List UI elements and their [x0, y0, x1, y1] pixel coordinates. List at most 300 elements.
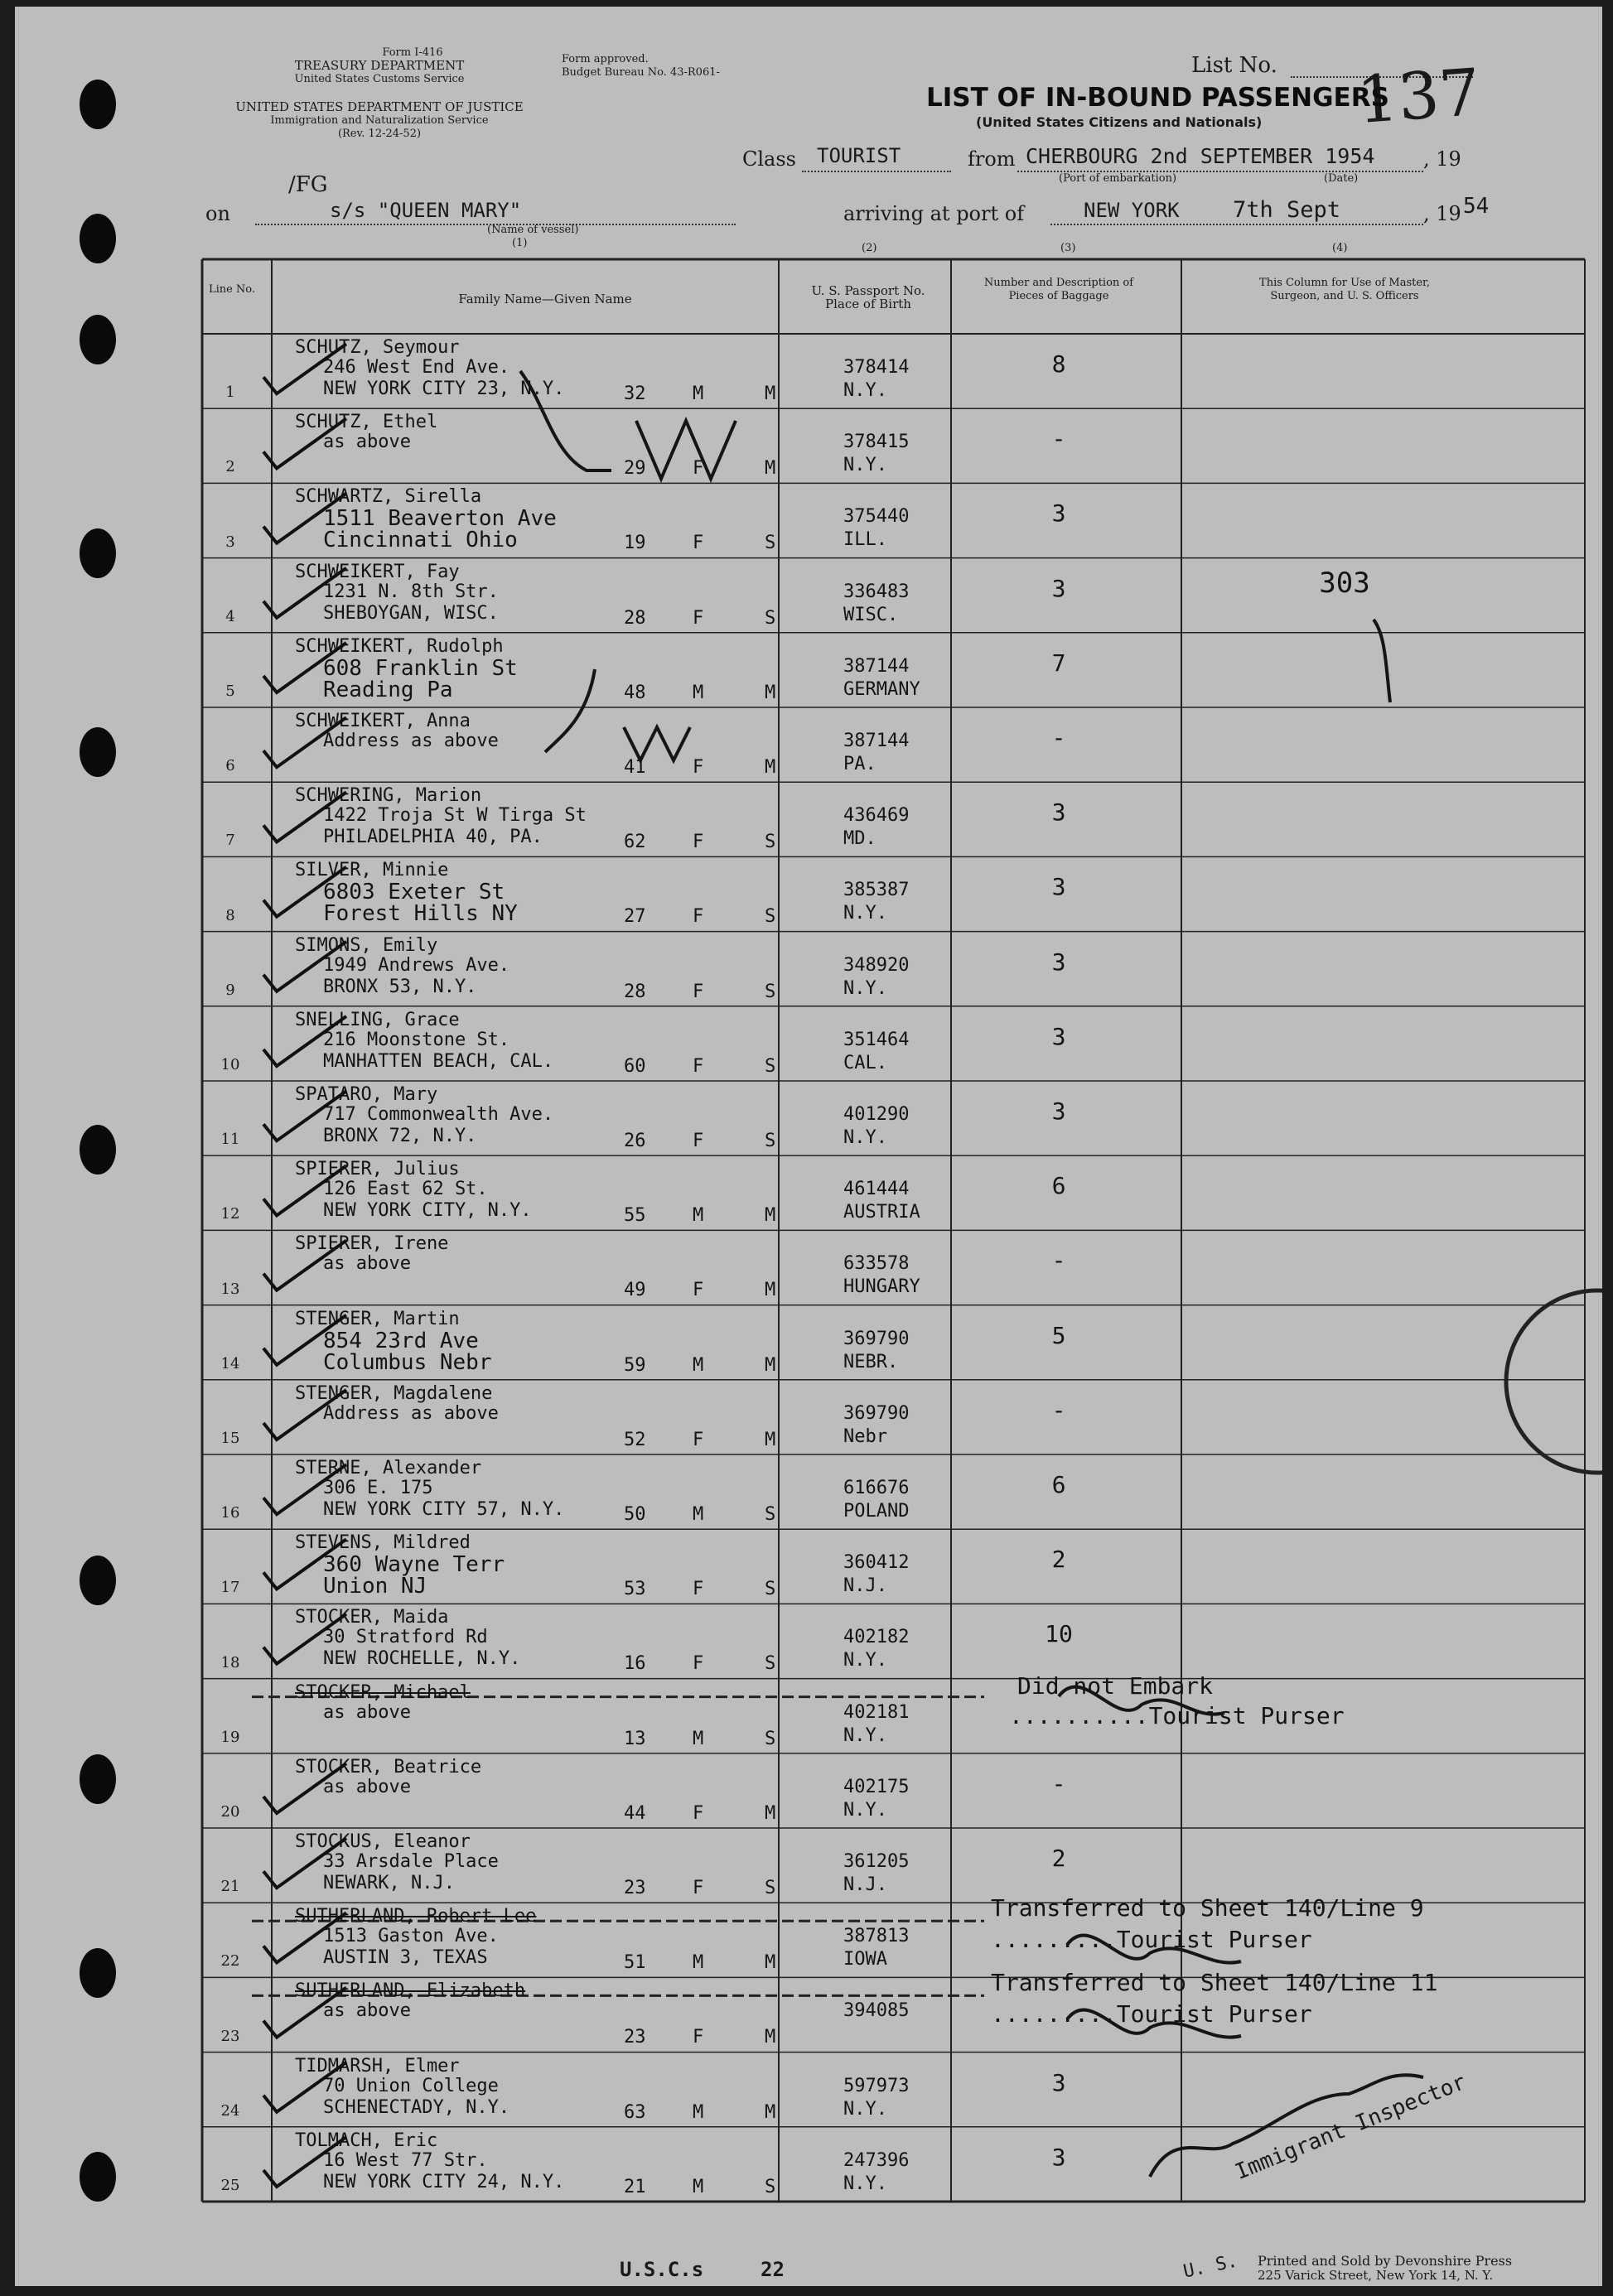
line-number: 20: [220, 1803, 240, 1821]
from-label: from: [968, 147, 1016, 171]
class-label: Class: [742, 147, 796, 171]
sex: M: [693, 1504, 704, 1525]
age: 55: [624, 1205, 646, 1227]
doj-name: UNITED STATES DEPARTMENT OF JUSTICE: [235, 99, 524, 114]
line-number: 21: [220, 1878, 240, 1896]
line-number: 7: [225, 832, 235, 850]
passenger-name: STOCKER, Beatrice: [295, 1756, 482, 1777]
passport-number: 387813: [843, 1926, 910, 1947]
address-line-2: Forest Hills NY: [323, 901, 518, 927]
baggage-count: 2: [1051, 1845, 1066, 1872]
baggage-count: 3: [1051, 873, 1066, 901]
address-line-2: Union NJ: [323, 1574, 427, 1599]
form-number: Form I-416: [382, 46, 443, 59]
passport-number: 402182: [843, 1627, 910, 1648]
marital-status: S: [765, 1131, 776, 1151]
passenger-name: TOLMACH, Eric: [295, 2130, 438, 2151]
passenger-name: SPIERER, Irene: [295, 1233, 449, 1255]
passport-number: 597973: [843, 2075, 910, 2096]
passenger-name: STENGER, Magdalene: [295, 1382, 493, 1404]
class-value: TOURIST: [817, 144, 901, 167]
purser-note: ..........Tourist Purser: [1009, 1701, 1345, 1729]
passport-number: 387144: [843, 731, 910, 751]
baggage-count: 10: [1045, 1620, 1073, 1648]
place-of-birth: N.Y.: [843, 1724, 887, 1746]
sex: M: [693, 2101, 704, 2123]
line-number: 11: [220, 1131, 240, 1149]
year-prefix-2: , 19: [1423, 202, 1461, 225]
passenger-name: STENGER, Martin: [295, 1308, 460, 1329]
sex: F: [693, 757, 704, 778]
punch-hole: [80, 1754, 116, 1804]
age: 62: [624, 832, 646, 853]
marital-status: S: [765, 1878, 776, 1898]
baggage-count: 3: [1051, 499, 1066, 528]
colno-2: (2): [862, 242, 877, 254]
officer-note: 303: [1319, 566, 1370, 600]
sex: F: [693, 607, 704, 629]
address-line-2: BRONX 72, N.Y.: [323, 1126, 477, 1146]
sex: F: [693, 1653, 704, 1675]
passenger-name: SPIERER, Julius: [295, 1159, 460, 1180]
initial-scribble: [636, 421, 736, 479]
sex: M: [693, 1728, 704, 1749]
line-number: 12: [220, 1205, 240, 1223]
age: 53: [624, 1579, 646, 1600]
sex: F: [693, 458, 704, 480]
passenger-name: STOCKER, Maida: [295, 1607, 449, 1628]
passenger-name: SCHWEIKERT, Fay: [295, 561, 460, 582]
address-line-2: SCHENECTADY, N.Y.: [323, 2096, 510, 2118]
address-line-2: NEW ROCHELLE, N.Y.: [323, 1648, 521, 1670]
line-number: 16: [220, 1504, 240, 1522]
address-line-1: as above: [323, 432, 411, 453]
address-line-2: SHEBOYGAN, WISC.: [323, 602, 499, 624]
address-line-2: MANHATTEN BEACH, CAL.: [323, 1050, 554, 1072]
age: 60: [624, 1055, 646, 1077]
place-of-birth: GERMANY: [843, 678, 920, 700]
col-family-name: Family Name—Given Name: [458, 292, 632, 306]
baggage-count: 3: [1051, 1097, 1066, 1125]
address-line-2: Columbus Nebr: [323, 1349, 492, 1375]
passenger-name: SILVER, Minnie: [295, 860, 449, 881]
age: 51: [624, 1952, 646, 1974]
marital-status: M: [765, 1429, 776, 1450]
baggage-count: 3: [1051, 798, 1066, 827]
address-line-2: NEW YORK CITY 57, N.Y.: [323, 1499, 565, 1520]
address-line-1: 717 Commonwealth Ave.: [323, 1104, 554, 1125]
marital-status: M: [765, 1354, 776, 1376]
passenger-name: SCHUTZ, Ethel: [295, 412, 438, 433]
punch-hole: [80, 1556, 116, 1605]
officer-scribble: [1374, 620, 1390, 702]
sex: M: [693, 383, 704, 404]
handwritten-marks: [15, 7, 1602, 2286]
age: 27: [624, 906, 646, 928]
date-caption: (Date): [1324, 172, 1359, 185]
passport-number: 369790: [843, 1328, 910, 1349]
passenger-name: SPATARO, Mary: [295, 1084, 438, 1105]
age: 63: [624, 2101, 646, 2123]
address-line-1: 216 Moonstone St.: [323, 1029, 510, 1050]
punch-hole: [80, 315, 116, 364]
vessel-caption: (Name of vessel): [487, 224, 579, 236]
sex: F: [693, 1055, 704, 1077]
printer-line-1: Printed and Sold by Devonshire Press: [1258, 2253, 1513, 2269]
address-line-1: Address as above: [323, 1402, 499, 1424]
baggage-count: 3: [1051, 1022, 1066, 1050]
punch-hole: [80, 80, 116, 129]
line-number: 5: [225, 683, 235, 700]
col-officers: This Column for Use of Master, Surgeon, and U. S. Officers: [1259, 277, 1430, 302]
line-number: 8: [225, 906, 235, 924]
passport-number: 351464: [843, 1029, 910, 1050]
marital-status: M: [765, 2101, 776, 2123]
baggage-count: 3: [1051, 2068, 1066, 2096]
sex: F: [693, 906, 704, 928]
passport-number: 633578: [843, 1253, 910, 1275]
address-line-1: 1949 Andrews Ave.: [323, 954, 510, 976]
port-line: [1050, 224, 1423, 225]
passenger-name: SUTHERLAND, Elizabeth: [295, 1980, 526, 2002]
arrival-date-value: 7th Sept: [1233, 197, 1341, 223]
age: 28: [624, 981, 646, 1002]
line-number: 3: [225, 533, 235, 551]
address-line-2: BRONX 53, N.Y.: [323, 976, 477, 997]
budget-bureau: Budget Bureau No. 43-R061-: [562, 66, 720, 79]
year-suffix-2: 54: [1463, 194, 1490, 219]
address-line-2: Reading Pa: [323, 677, 453, 702]
place-of-birth: ILL.: [843, 529, 887, 551]
marital-status: M: [765, 1280, 776, 1301]
passenger-list-sheet: [15, 7, 1602, 2286]
baggage-count: 2: [1051, 1546, 1066, 1574]
punch-hole: [80, 528, 116, 578]
sex: F: [693, 1878, 704, 1898]
line-number: 9: [225, 981, 235, 999]
baggage-count: 3: [1051, 2143, 1066, 2171]
address-line-1: 1511 Beaverton Ave: [323, 506, 557, 532]
age: 44: [624, 1802, 646, 1824]
sex: F: [693, 1802, 704, 1824]
address-line-1: as above: [323, 2000, 411, 2022]
sex: F: [693, 533, 704, 554]
purser-note: .........Tourist Purser: [991, 2000, 1312, 2028]
status-note: Transferred to Sheet 140/Line 11: [991, 1969, 1438, 1997]
form-code: U.S.C.s: [620, 2258, 704, 2281]
line-number: 4: [225, 607, 235, 625]
round-stamp: [1506, 1290, 1602, 1473]
colno-4: (4): [1332, 242, 1348, 254]
marital-status: S: [765, 1653, 776, 1675]
age: 16: [624, 1653, 646, 1675]
passport-number: 360412: [843, 1552, 910, 1574]
address-line-2: NEWARK, N.J.: [323, 1873, 455, 1893]
address-line-1: as above: [323, 1776, 411, 1797]
marital-status: S: [765, 533, 776, 554]
line-number: 22: [220, 1952, 240, 1970]
baggage-count: -: [1051, 724, 1066, 751]
status-note: Did not Embark: [1017, 1671, 1214, 1700]
age: 19: [624, 533, 646, 554]
passenger-name: SIMONS, Emily: [295, 934, 438, 956]
marital-status: M: [765, 1205, 776, 1227]
sex: M: [693, 1952, 704, 1974]
place-of-birth: MD.: [843, 828, 877, 850]
passenger-name: SUTHERLAND, Robert Lee: [295, 1906, 537, 1927]
marital-status: S: [765, 607, 776, 629]
sex: F: [693, 1429, 704, 1450]
address-line-1: as above: [323, 1253, 411, 1275]
vessel-colno: (1): [512, 237, 528, 249]
from-value: CHERBOURG 2nd SEPTEMBER 1954: [1026, 144, 1375, 168]
marital-status: S: [765, 906, 776, 928]
address-line-2: Cincinnati Ohio: [323, 528, 518, 553]
baggage-count: 6: [1051, 1471, 1066, 1498]
line-number: 1: [225, 383, 235, 402]
page-title: LIST OF IN-BOUND PASSENGERS: [926, 83, 1389, 113]
place-of-birth: HUNGARY: [843, 1276, 920, 1298]
page-subtitle: (United States Citizens and Nationals): [976, 114, 1263, 130]
passport-number: 336483: [843, 581, 910, 602]
col-line-no: Line No.: [208, 283, 256, 296]
age: 50: [624, 1504, 646, 1525]
line-number: 18: [220, 1653, 240, 1671]
sex: F: [693, 1131, 704, 1151]
marital-status: M: [765, 1802, 776, 1824]
baggage-count: 8: [1051, 350, 1066, 378]
initial-scribble: [545, 669, 595, 752]
place-of-birth: IOWA: [843, 1949, 887, 1970]
passport-number: 436469: [843, 805, 910, 827]
place-of-birth: N.Y.: [843, 1650, 887, 1671]
port-value: NEW YORK: [1084, 199, 1180, 222]
address-line-2: NEW YORK CITY 24, N.Y.: [323, 2171, 565, 2192]
address-line-1: 1513 Gaston Ave.: [323, 1926, 499, 1947]
passport-number: 375440: [843, 506, 910, 528]
age: 29: [624, 458, 646, 480]
address-line-2: NEW YORK CITY 23, N.Y.: [323, 379, 565, 399]
passport-number: 247396: [843, 2149, 910, 2171]
punch-hole: [80, 2152, 116, 2202]
passport-number: 394085: [843, 2000, 910, 2022]
class-line: [802, 171, 951, 172]
us-stamp: U. S.: [1181, 2250, 1240, 2283]
line-number: 17: [220, 1579, 240, 1597]
address-line-1: 1231 N. 8th Str.: [323, 581, 499, 602]
address-line-1: 33 Arsdale Place: [323, 1851, 499, 1872]
age: 21: [624, 2176, 646, 2197]
place-of-birth: N.J.: [843, 1874, 887, 1895]
passport-number: 348920: [843, 954, 910, 976]
place-of-birth: N.Y.: [843, 380, 887, 401]
address-line-1: 306 E. 175: [323, 1478, 433, 1498]
marital-status: M: [765, 1952, 776, 1974]
sex: F: [693, 1280, 704, 1301]
line-number: 6: [225, 757, 235, 775]
place-of-birth: N.Y.: [843, 2173, 887, 2194]
punch-hole: [80, 1948, 116, 1998]
passenger-name: STERNE, Alexander: [295, 1458, 482, 1478]
place-of-birth: PA.: [843, 754, 877, 774]
marital-status: M: [765, 757, 776, 778]
vessel-value: s/s "QUEEN MARY": [330, 199, 522, 222]
treasury-dept: TREASURY DEPARTMENT: [294, 58, 465, 73]
marital-status: S: [765, 2176, 776, 2197]
baggage-count: 6: [1051, 1172, 1066, 1200]
age: 23: [624, 2027, 646, 2048]
marital-status: S: [765, 981, 776, 1002]
baggage-count: -: [1051, 1396, 1066, 1424]
passenger-name: SCHWERING, Marion: [295, 785, 482, 807]
age: 26: [624, 1131, 646, 1151]
sex: M: [693, 682, 704, 703]
passport-number: 387144: [843, 655, 910, 677]
place-of-birth: Nebr: [843, 1425, 887, 1447]
age: 23: [624, 1878, 646, 1898]
line-number: 25: [220, 2177, 240, 2194]
list-number-handwritten: 137: [1355, 55, 1483, 139]
marital-status: M: [765, 383, 776, 404]
line-number: 15: [220, 1430, 240, 1447]
sex: F: [693, 2027, 704, 2048]
age: 32: [624, 383, 646, 404]
address-line-1: 1422 Troja St W Tirga St: [323, 805, 587, 827]
customs-service: United States Customs Service: [294, 73, 465, 85]
table-grid: [15, 7, 1602, 2286]
sex: F: [693, 981, 704, 1002]
address-line-1: as above: [323, 1701, 411, 1723]
age: 13: [624, 1728, 646, 1749]
line-number: 10: [220, 1056, 240, 1073]
age: 28: [624, 607, 646, 629]
passenger-name: SCHUTZ, Seymour: [295, 337, 460, 358]
form-approved: Form approved.: [562, 53, 649, 65]
age: 41: [624, 757, 646, 778]
marital-status: M: [765, 2027, 776, 2048]
purser-note: .........Tourist Purser: [991, 1926, 1312, 1954]
baggage-count: -: [1051, 1247, 1066, 1275]
place-of-birth: CAL.: [843, 1052, 887, 1073]
place-of-birth: N.Y.: [843, 977, 887, 999]
line-number: 24: [220, 2101, 240, 2120]
sex: M: [693, 2176, 704, 2197]
baggage-count: 3: [1051, 574, 1066, 602]
arriving-label: arriving at port of: [843, 202, 1025, 225]
passport-number: 369790: [843, 1402, 910, 1424]
sex: M: [693, 1354, 704, 1376]
passenger-name: SCHWARTZ, Sirella: [295, 486, 482, 508]
port-embark-caption: (Port of embarkation): [1059, 172, 1177, 185]
marital-status: S: [765, 1055, 776, 1077]
address-line-2: NEW YORK CITY, N.Y.: [323, 1200, 532, 1222]
passport-number: 401290: [843, 1104, 910, 1125]
sex: F: [693, 1579, 704, 1600]
place-of-birth: NEBR.: [843, 1351, 899, 1372]
marital-status: S: [765, 1504, 776, 1525]
col-baggage: Number and Description of Pieces of Baggage: [983, 277, 1134, 302]
colno-3: (3): [1060, 242, 1076, 254]
place-of-birth: N.J.: [843, 1575, 887, 1597]
line-number: 19: [220, 1728, 240, 1746]
passport-number: 378415: [843, 432, 910, 453]
passenger-name: SNELLING, Grace: [295, 1009, 460, 1030]
place-of-birth: AUSTRIA: [843, 1202, 920, 1223]
marital-status: M: [765, 682, 776, 703]
ins-name: Immigration and Naturalization Service: [270, 114, 489, 127]
fg-mark: /FG: [288, 172, 328, 197]
passport-number: 461444: [843, 1179, 910, 1200]
passport-number: 385387: [843, 880, 910, 901]
passenger-name: STEVENS, Mildred: [295, 1532, 471, 1554]
sex: M: [693, 1205, 704, 1227]
marital-status: S: [765, 1579, 776, 1600]
initial-scribble: [624, 727, 690, 760]
passenger-name: SCHWEIKERT, Anna: [295, 711, 471, 731]
address-line-1: 16 West 77 Str.: [323, 2149, 488, 2171]
line-number: 2: [225, 458, 235, 476]
inspector-stamp: Immigrant Inspector: [1231, 2069, 1470, 2185]
address-line-1: 246 West End Ave.: [323, 357, 510, 378]
page-number: 22: [761, 2258, 785, 2281]
address-line-1: 360 Wayne Terr: [323, 1552, 505, 1578]
place-of-birth: N.Y.: [843, 2098, 887, 2120]
baggage-count: -: [1051, 425, 1066, 453]
place-of-birth: N.Y.: [843, 1799, 887, 1821]
place-of-birth: N.Y.: [843, 1127, 887, 1148]
address-line-1: 608 Franklin St: [323, 655, 518, 681]
age: 49: [624, 1280, 646, 1301]
on-label: on: [205, 202, 230, 225]
punch-hole: [80, 1125, 116, 1175]
baggage-count: -: [1051, 1769, 1066, 1797]
status-note: Transferred to Sheet 140/Line 9: [991, 1894, 1424, 1922]
baggage-count: 7: [1051, 649, 1066, 677]
age: 59: [624, 1354, 646, 1376]
passenger-name: STOCKUS, Eleanor: [295, 1831, 471, 1852]
passenger-name: STOCKER, Michael: [295, 1681, 471, 1703]
address-line-1: 30 Stratford Rd: [323, 1627, 488, 1648]
punch-hole: [80, 727, 116, 777]
address-line-1: 854 23rd Ave: [323, 1328, 479, 1353]
place-of-birth: N.Y.: [843, 455, 887, 476]
col-passport: U. S. Passport No. Place of Birth: [811, 283, 925, 311]
address-line-1: Address as above: [323, 731, 499, 751]
year-prefix-1: , 19: [1423, 147, 1461, 171]
marital-status: M: [765, 458, 776, 480]
age: 52: [624, 1429, 646, 1450]
revision-date: (Rev. 12-24-52): [337, 128, 422, 140]
line-number: 13: [220, 1280, 240, 1298]
printer-line-2: 225 Varick Street, New York 14, N. Y.: [1258, 2268, 1494, 2283]
line-number: 14: [220, 1354, 240, 1372]
baggage-count: 3: [1051, 948, 1066, 976]
age: 48: [624, 682, 646, 703]
passport-number: 361205: [843, 1851, 910, 1872]
sex: F: [693, 832, 704, 853]
line-number: 23: [220, 2027, 240, 2045]
passport-number: 378414: [843, 357, 910, 378]
address-line-1: 126 East 62 St.: [323, 1179, 488, 1200]
baggage-count: 5: [1051, 1321, 1066, 1349]
passenger-name: TIDMARSH, Elmer: [295, 2055, 460, 2077]
passport-number: 616676: [843, 1478, 910, 1498]
address-line-1: 6803 Exeter St: [323, 880, 505, 905]
list-no-label: List No.: [1191, 53, 1277, 78]
place-of-birth: N.Y.: [843, 903, 887, 924]
marital-status: S: [765, 1728, 776, 1749]
address-line-2: PHILADELPHIA 40, PA.: [323, 827, 543, 848]
